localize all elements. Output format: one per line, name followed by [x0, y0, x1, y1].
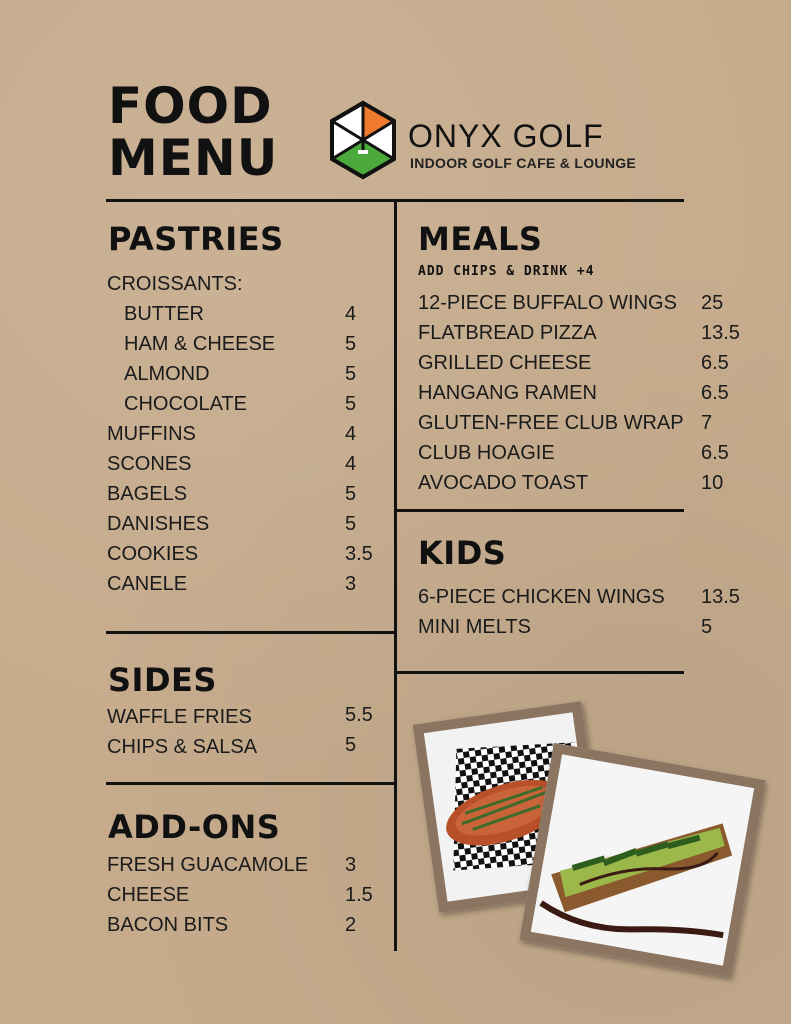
brand-name: ONYX GOLF: [408, 118, 604, 154]
meal-price: 13.5: [701, 322, 740, 344]
meal-item: CLUB HOAGIE: [418, 442, 555, 464]
pastry-price: 5: [345, 483, 357, 505]
pastry-price: 5: [345, 513, 357, 535]
meal-price: 10: [701, 472, 724, 494]
pastry-price: 3.5: [345, 543, 373, 565]
pastry-item: CROISSANTS:: [107, 273, 243, 295]
addon-price: 2: [345, 914, 357, 936]
addon-price: 1.5: [345, 884, 373, 906]
pastry-price: 3: [345, 573, 357, 595]
pastry-item: DANISHES: [107, 513, 210, 535]
meal-item: 12-PIECE BUFFALO WINGS: [418, 292, 677, 314]
addons-heading: ADD-ONS: [108, 808, 281, 846]
meal-item: FLATBREAD PIZZA: [418, 322, 597, 344]
kids-heading: KIDS: [418, 534, 507, 572]
meal-price: 6.5: [701, 382, 729, 404]
meal-price: 6.5: [701, 442, 729, 464]
meal-price: 7: [701, 412, 713, 434]
side-item: CHIPS & SALSA: [107, 736, 258, 758]
meal-price: 25: [701, 292, 724, 314]
sides-divider: [106, 782, 396, 785]
pastry-item: CHOCOLATE: [124, 393, 247, 415]
pastry-price: 5: [345, 333, 357, 355]
avocado-toast-photo: [519, 743, 765, 977]
title-line-2: MENU: [108, 129, 279, 187]
meal-item: GLUTEN-FREE CLUB WRAP: [418, 412, 684, 434]
kids-price: 13.5: [701, 586, 740, 608]
pastry-price: 4: [345, 453, 357, 475]
addon-item: FRESH GUACAMOLE: [107, 854, 309, 876]
golf-logo-icon: [328, 100, 398, 180]
sides-heading: SIDES: [108, 661, 217, 699]
kids-item: MINI MELTS: [418, 616, 531, 638]
pastry-item: ALMOND: [124, 363, 210, 385]
pastry-item: BAGELS: [107, 483, 188, 505]
menu-title: [108, 77, 279, 187]
addon-item: BACON BITS: [107, 914, 229, 936]
pastry-item: HAM & CHEESE: [124, 333, 276, 355]
meals-note: ADD CHIPS & DRINK +4: [418, 264, 595, 279]
addon-item: CHEESE: [107, 884, 190, 906]
pastry-item: SCONES: [107, 453, 192, 475]
meal-item: HANGANG RAMEN: [418, 382, 597, 404]
pastry-price: 5: [345, 393, 357, 415]
pastry-price: 4: [345, 423, 357, 445]
kids-price: 5: [701, 616, 713, 638]
kids-divider: [396, 671, 684, 674]
side-price: 5.5: [345, 704, 373, 726]
side-item: WAFFLE FRIES: [107, 706, 252, 728]
side-price: 5: [345, 734, 357, 756]
pastry-price: 5: [345, 363, 357, 385]
meals-heading: MEALS: [418, 220, 543, 258]
kids-item: 6-PIECE CHICKEN WINGS: [418, 586, 665, 608]
pastry-item: BUTTER: [124, 303, 204, 325]
pastries-divider: [106, 631, 396, 634]
avocado-toast-image: [531, 754, 754, 965]
center-divider: [394, 199, 397, 951]
pastries-heading: PASTRIES: [108, 220, 284, 258]
addon-price: 3: [345, 854, 357, 876]
brand-subtitle: INDOOR GOLF CAFE & LOUNGE: [410, 155, 637, 171]
title-line-1: FOOD: [108, 77, 273, 135]
meal-item: AVOCADO TOAST: [418, 472, 589, 494]
pastry-price: 4: [345, 303, 357, 325]
pastry-item: MUFFINS: [107, 423, 196, 445]
meal-item: GRILLED CHEESE: [418, 352, 592, 374]
pastry-item: COOKIES: [107, 543, 199, 565]
pastry-item: CANELE: [107, 573, 188, 595]
meal-price: 6.5: [701, 352, 729, 374]
meals-divider: [396, 509, 684, 512]
